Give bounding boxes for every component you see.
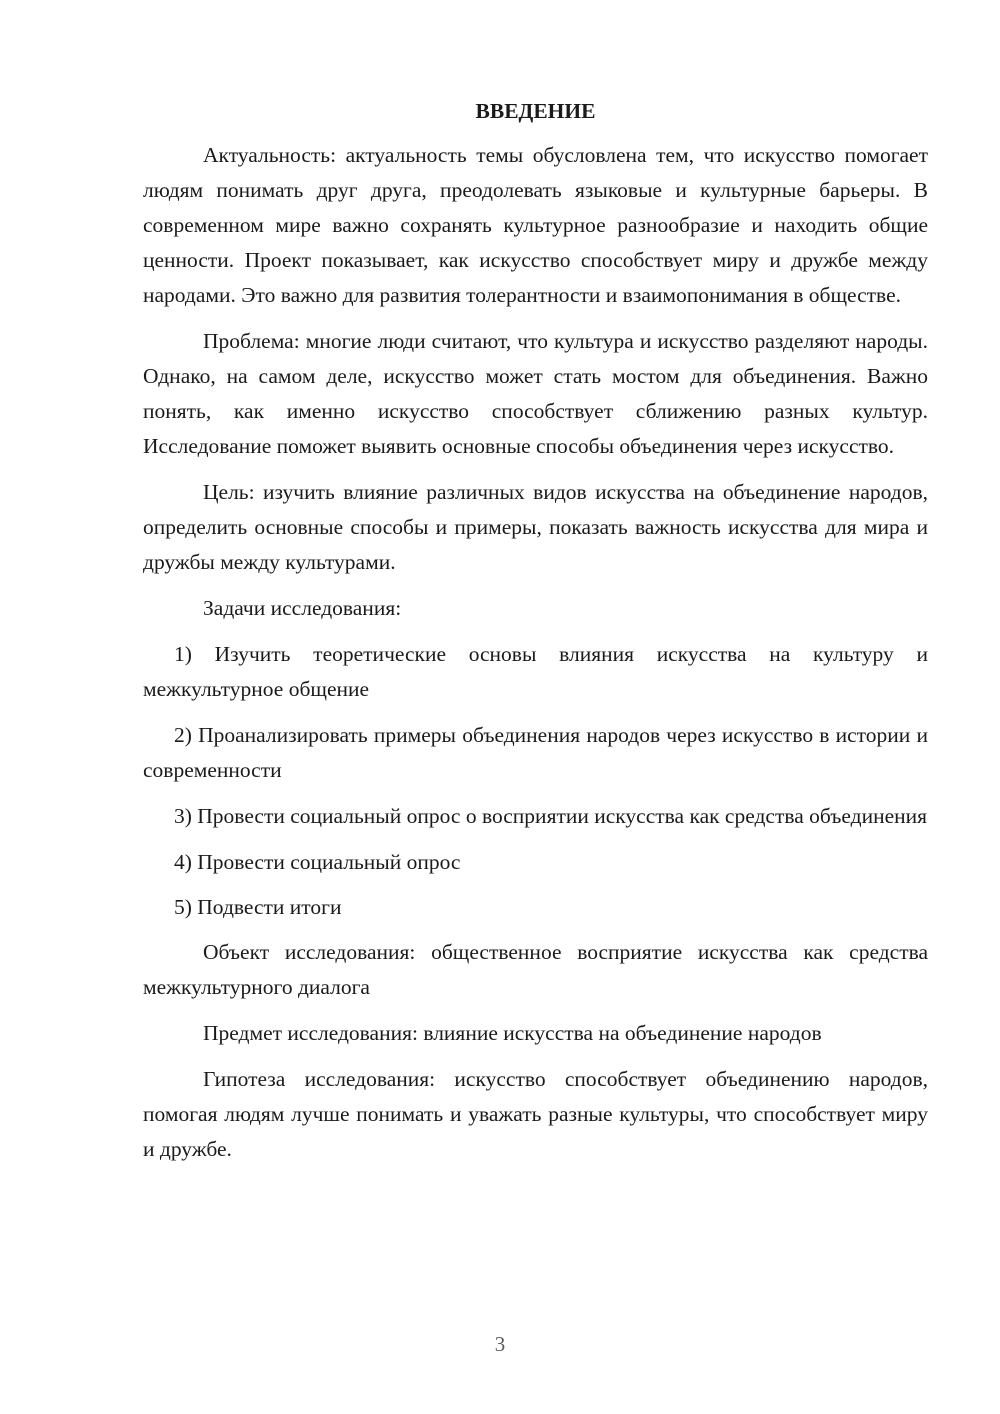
paragraph-hypothesis: Гипотеза исследования: искусство способствует объединению народов, помогая людям лучше понимать и уважать разные культуры, что способствует миру и дружбе. <box>143 1067 928 1161</box>
paragraph-goal: Цель: изучить влияние различных видов искусства на объединение народов, определить основные способы и примеры, показать важность искусства для мира и дружбы между культурами. <box>143 480 928 574</box>
task-item: 4) Провести социальный опрос <box>174 850 461 874</box>
task-item: 5) Подвести итоги <box>174 895 342 919</box>
document-page <box>143 96 928 1167</box>
document-title: ВВЕДЕНИЕ <box>475 99 596 123</box>
page-number: 3 <box>494 1332 506 1356</box>
task-item: 2) Проанализировать примеры объединения народов через искусство в истории и современности <box>143 723 928 782</box>
paragraph-subject: Предмет исследования: влияние искусства на объединение народов <box>203 1021 822 1045</box>
task-item: 1) Изучить теоретические основы влияния искусства на культуру и межкультурное общение <box>143 642 928 701</box>
tasks-heading: Задачи исследования: <box>203 596 402 620</box>
paragraph-relevance: Актуальность: актуальность темы обусловлена тем, что искусство помогает людям понимать друг друга, преодолевать языковые и культурные барьеры. В современном мире важно сохранять культурное разнообразие и находить общие ценности. Проект показывает, как искусство способствует миру и дружбе между народами. Это важно для развития толерантности и взаимопонимания в обществе. <box>143 143 928 307</box>
task-item: 3) Провести социальный опрос о восприятии искусства как средства объединения <box>174 804 928 828</box>
paragraph-problem: Проблема: многие люди считают, что культура и искусство разделяют народы. Однако, на самом деле, искусство может стать мостом для объединения. Важно понять, как именно искусство способствует сближению разных культур. Исследование поможет выявить основные способы объединения через искусство. <box>143 329 928 458</box>
paragraph-object: Объект исследования: общественное восприятие искусства как средства межкультурного диалога <box>143 940 928 999</box>
